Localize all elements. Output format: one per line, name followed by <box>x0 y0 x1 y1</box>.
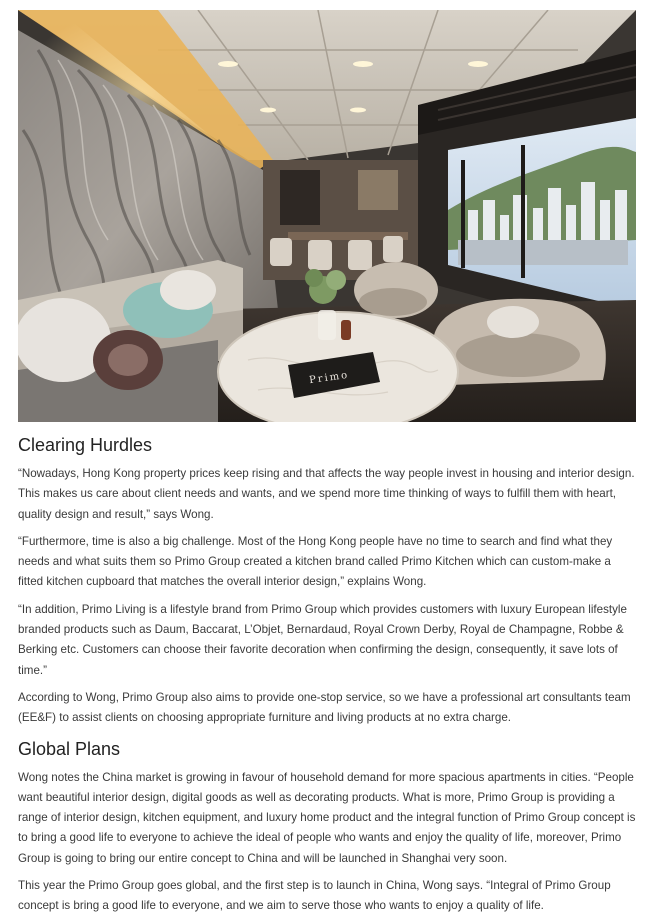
section-heading-global-plans: Global Plans <box>18 738 121 759</box>
living-room-illustration <box>18 10 636 422</box>
section-heading-clearing-hurdles: Clearing Hurdles <box>18 435 153 455</box>
hero-photo <box>18 10 636 422</box>
paragraph: “In addition, Primo Living is a lifestyle brand from Primo Group which provides customers with luxury European lifestyle branded products such as Daum, Baccarat, L’Objet, Bernardaud, Royal Crown Derby, Royal de Champagne, Robbe & Berking etc. Customers can choose their favorite decoration when confirming the design, consequently, it save lots of time.” <box>18 602 627 677</box>
paragraph: This year the Primo Group goes global, and the first step is to launch in China, Wong says. “Integral of Primo Group concept is bring a good life to everyone, and we aim to serve those who wants to enjoy a quality of life. <box>18 879 611 913</box>
paragraph: “Furthermore, time is also a big challenge. Most of the Hong Kong people have no time to search and find what they needs and what suits them so Primo Group created a kitchen brand called Primo Kitchen which can custom-make a fitted kitchen cupboard that matches the overall interior design,” explains Wong. <box>18 534 613 589</box>
paragraph: “Nowadays, Hong Kong property prices keep rising and that affects the way people invest in housing and interior design. This makes us care about client needs and wants, and we spend more time thinking of ways to fulfill them with heart, quality design and result,” says Wong. <box>18 467 635 521</box>
paragraph: According to Wong, Primo Group also aims to provide one-stop service, so we have a professional art consultants team (EE&F) to assist clients on choosing appropriate furniture and living products at no extra charge. <box>18 690 631 725</box>
article-body <box>18 432 636 924</box>
paragraph: Wong notes the China market is growing in favour of household demand for more spacious apartments in cities. “People want beautiful interior design, digital goods as well as decorating products. What is more, Primo Group is providing a range of interior design, kitchen equipment, and luxury home product and the integral function of Primo Group concept is to bring a good life to everyone to achieve the ideal of people who wants and enjoy the quality of life, moreover, Primo Group is going to bring our entire concept to China and will be launched in Shanghai very soon. <box>18 770 636 865</box>
book-title: Primo <box>308 369 350 387</box>
